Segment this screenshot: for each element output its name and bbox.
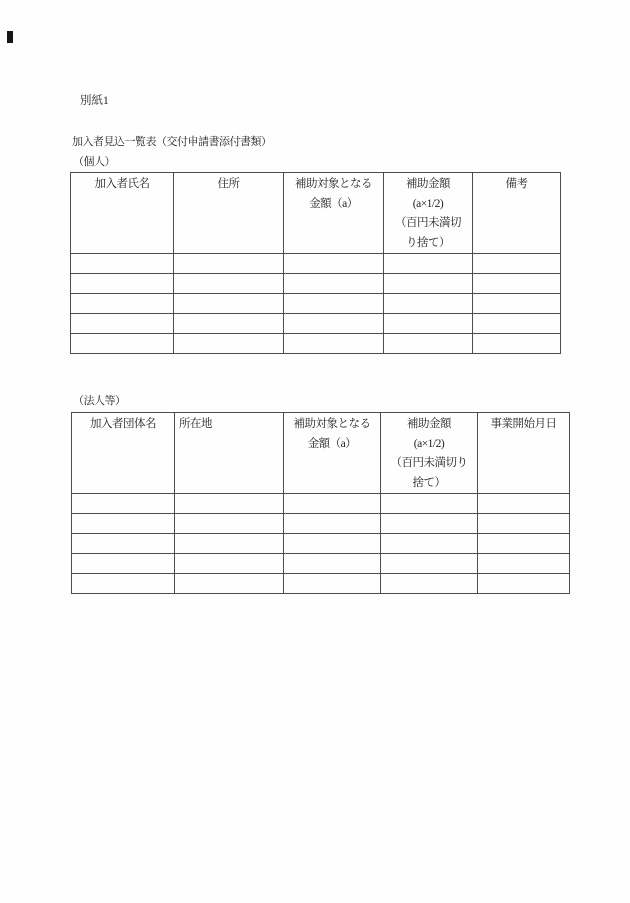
- empty-cell: [384, 254, 473, 274]
- empty-cell: [174, 274, 284, 294]
- empty-cell: [71, 294, 174, 314]
- individual-table: [70, 172, 561, 354]
- empty-cell: [384, 314, 473, 334]
- empty-cell: [71, 254, 174, 274]
- empty-cell: [71, 334, 174, 354]
- empty-cell: [473, 334, 561, 354]
- table-row: [71, 274, 561, 294]
- empty-cell: [284, 534, 381, 554]
- empty-cell: [72, 514, 175, 534]
- empty-cell: [473, 294, 561, 314]
- empty-cell: [174, 254, 284, 274]
- empty-cell: [284, 254, 384, 274]
- section-label-corporate: （法人等）: [73, 395, 126, 407]
- empty-cell: [72, 574, 175, 594]
- table-row: [71, 334, 561, 354]
- header-line: 補助金額: [407, 418, 451, 430]
- empty-cell: [72, 534, 175, 554]
- empty-cell: [284, 274, 384, 294]
- header-line: 備考: [505, 178, 528, 190]
- empty-cell: [284, 574, 381, 594]
- empty-cell: [478, 554, 570, 574]
- header-line: 補助対象となる: [293, 418, 371, 430]
- empty-cell: [72, 494, 175, 514]
- empty-cell: [284, 554, 381, 574]
- table-row: [72, 514, 570, 534]
- header-line: 金額（a）: [307, 437, 357, 450]
- header-line: （百円未満切り: [390, 457, 468, 469]
- empty-cell: [384, 274, 473, 294]
- header-line: 加入者団体名: [90, 418, 156, 430]
- empty-cell: [174, 314, 284, 334]
- table-row: [72, 534, 570, 554]
- empty-cell: [478, 574, 570, 594]
- column-header: [473, 173, 561, 254]
- column-header: [72, 413, 175, 494]
- empty-cell: [384, 294, 473, 314]
- header-line: 補助金額: [406, 178, 450, 190]
- column-header: [284, 413, 381, 494]
- column-header: [174, 173, 284, 254]
- empty-cell: [381, 514, 478, 534]
- header-row: [71, 173, 561, 254]
- section-label-individual: （個人）: [73, 156, 115, 168]
- corner-artifact-mark: [7, 31, 13, 43]
- header-line: （百円未満切: [395, 217, 461, 229]
- empty-cell: [381, 534, 478, 554]
- empty-cell: [71, 274, 174, 294]
- column-header: [381, 413, 478, 494]
- empty-cell: [381, 494, 478, 514]
- column-header: [478, 413, 570, 494]
- corporate-table: [71, 412, 570, 594]
- empty-cell: [174, 334, 284, 354]
- empty-cell: [473, 314, 561, 334]
- header-line: 住所: [217, 178, 240, 190]
- empty-cell: [478, 534, 570, 554]
- empty-cell: [175, 494, 284, 514]
- table-row: [72, 494, 570, 514]
- empty-cell: [284, 514, 381, 534]
- empty-cell: [174, 294, 284, 314]
- attachment-label: 別紙1: [80, 95, 109, 107]
- document-title: 加入者見込一覧表（交付申請書添付書類）: [72, 136, 272, 148]
- empty-cell: [175, 534, 284, 554]
- table-row: [72, 574, 570, 594]
- empty-cell: [381, 574, 478, 594]
- empty-cell: [71, 314, 174, 334]
- empty-cell: [175, 514, 284, 534]
- column-header: [384, 173, 473, 254]
- header-line: 事業開始月日: [490, 418, 557, 430]
- empty-cell: [284, 494, 381, 514]
- header-line: 補助対象となる: [295, 178, 372, 190]
- header-line: 所在地: [179, 418, 212, 430]
- table-row: [72, 554, 570, 574]
- table-row: [71, 294, 561, 314]
- header-row: [72, 413, 570, 494]
- column-header: [284, 173, 384, 254]
- empty-cell: [384, 334, 473, 354]
- header-line: 捨て）: [412, 476, 446, 489]
- empty-cell: [284, 314, 384, 334]
- column-header: [175, 413, 284, 494]
- empty-cell: [284, 294, 384, 314]
- empty-cell: [478, 514, 570, 534]
- empty-cell: [473, 254, 561, 274]
- empty-cell: [381, 554, 478, 574]
- empty-cell: [72, 554, 175, 574]
- header-line: り捨て）: [406, 236, 450, 249]
- empty-cell: [175, 574, 284, 594]
- header-line: (a×1/2): [412, 197, 444, 210]
- empty-cell: [478, 494, 570, 514]
- column-header: [71, 173, 174, 254]
- header-line: 加入者氏名: [94, 178, 150, 190]
- header-line: 金額（a）: [309, 197, 358, 210]
- empty-cell: [175, 554, 284, 574]
- table-row: [71, 314, 561, 334]
- header-line: (a×1/2): [413, 437, 445, 450]
- table-row: [71, 254, 561, 274]
- empty-cell: [284, 334, 384, 354]
- empty-cell: [473, 274, 561, 294]
